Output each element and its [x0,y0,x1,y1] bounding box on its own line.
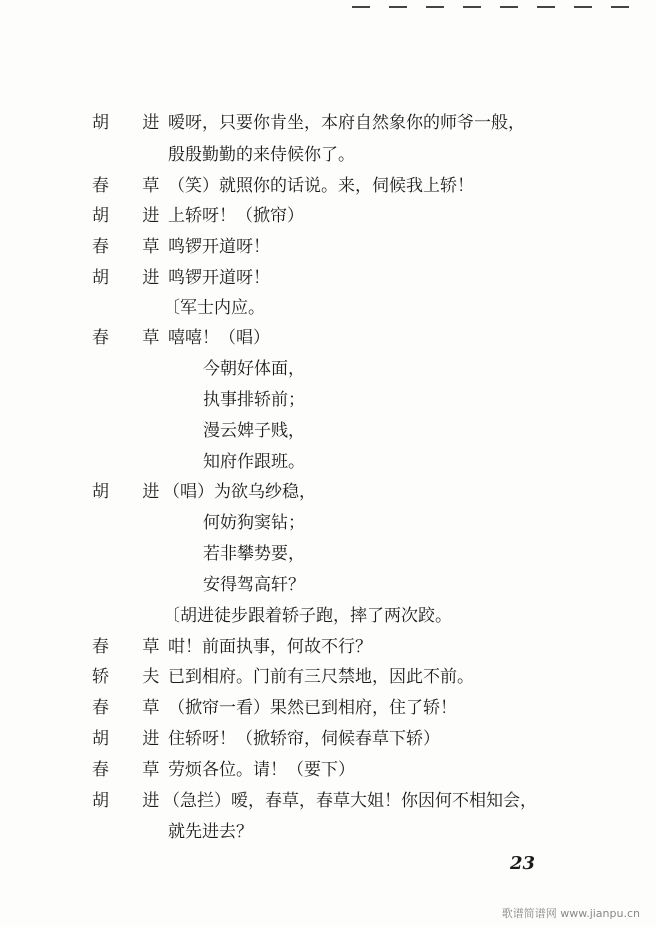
dialogue-line [0,632,656,662]
speaker-name: 春 草 [92,637,174,657]
dialogue-line [0,171,656,201]
line-text: 鸣锣开道呀！ [168,268,270,288]
dialogue-line [0,662,656,692]
dialogue-line [0,786,656,816]
line-text: 今朝好体面， [203,359,305,379]
speaker-name: 春 草 [92,328,174,348]
line-text: 执事排轿前； [203,390,305,410]
speaker-name: 春 草 [92,176,174,196]
line-text: （掀帘一看）果然已到相府，住了轿！ [168,698,457,718]
page-number: 23 [510,853,536,874]
line-text: 安得驾高轩？ [203,575,305,595]
dialogue-line [0,755,656,785]
speaker-name: 轿 夫 [92,667,174,687]
top-dash-rule [352,2,656,14]
dialogue-line [0,416,656,446]
dialogue-line [0,508,656,538]
line-text: 就先进去？ [168,822,253,842]
speaker-name: 胡 进 [92,206,174,226]
line-text: 知府作跟班。 [203,452,305,472]
dialogue-line [0,293,656,323]
line-text: 漫云婢子贱， [203,421,305,441]
dialogue-line [0,601,656,631]
line-text: 嘻嘻！（唱） [168,328,270,348]
line-text: 〔胡进徒步跟着轿子跑，摔了两次跤。 [163,606,452,626]
dialogue-line [0,724,656,754]
line-text: （笑）就照你的话说。来，伺候我上轿！ [168,176,474,196]
speaker-name: 胡 进 [92,268,174,288]
dialogue-line [0,570,656,600]
dialogue-line [0,693,656,723]
site-watermark: 歌谱简谱网 www.jianpu.cn [501,907,640,920]
line-text: （急拦）嗳，春草，春草大姐！你因何不相知会， [163,791,537,811]
line-text: 何妨狗窦钻； [203,513,305,533]
speaker-name: 胡 进 [92,113,174,133]
dialogue-line [0,263,656,293]
speaker-name: 春 草 [92,760,174,780]
dialogue-line [0,447,656,477]
speaker-name: 春 草 [92,237,174,257]
dialogue-line [0,201,656,231]
line-text: 〔军士内应。 [163,298,265,318]
line-text: 已到相府。门前有三尺禁地，因此不前。 [168,667,474,687]
dialogue-line [0,477,656,507]
dialogue-line [0,323,656,353]
line-text: 上轿呀！（掀帘） [168,206,304,226]
dialogue-line [0,108,656,138]
line-text: 劳烦各位。请！（要下） [168,760,355,780]
dialogue-line [0,140,656,170]
speaker-name: 胡 进 [92,791,174,811]
line-text: 嗳呀，只要你肯坐，本府自然象你的师爷一般， [168,113,525,133]
speaker-name: 胡 进 [92,729,174,749]
dialogue-line [0,354,656,384]
line-text: 住轿呀！（掀轿帘，伺候春草下轿） [168,729,440,749]
dialogue-line [0,232,656,262]
speaker-name: 春 草 [92,698,174,718]
dialogue-line [0,385,656,415]
line-text: 殷殷勤勤的来侍候你了。 [168,145,355,165]
line-text: 咁！前面执事，何故不行？ [168,637,372,657]
line-text: （唱）为欲乌纱稳， [163,482,316,502]
dialogue-line [0,539,656,569]
speaker-name: 胡 进 [92,482,174,502]
line-text: 若非攀势要， [203,544,305,564]
dialogue-line [0,817,656,847]
line-text: 鸣锣开道呀！ [168,237,270,257]
